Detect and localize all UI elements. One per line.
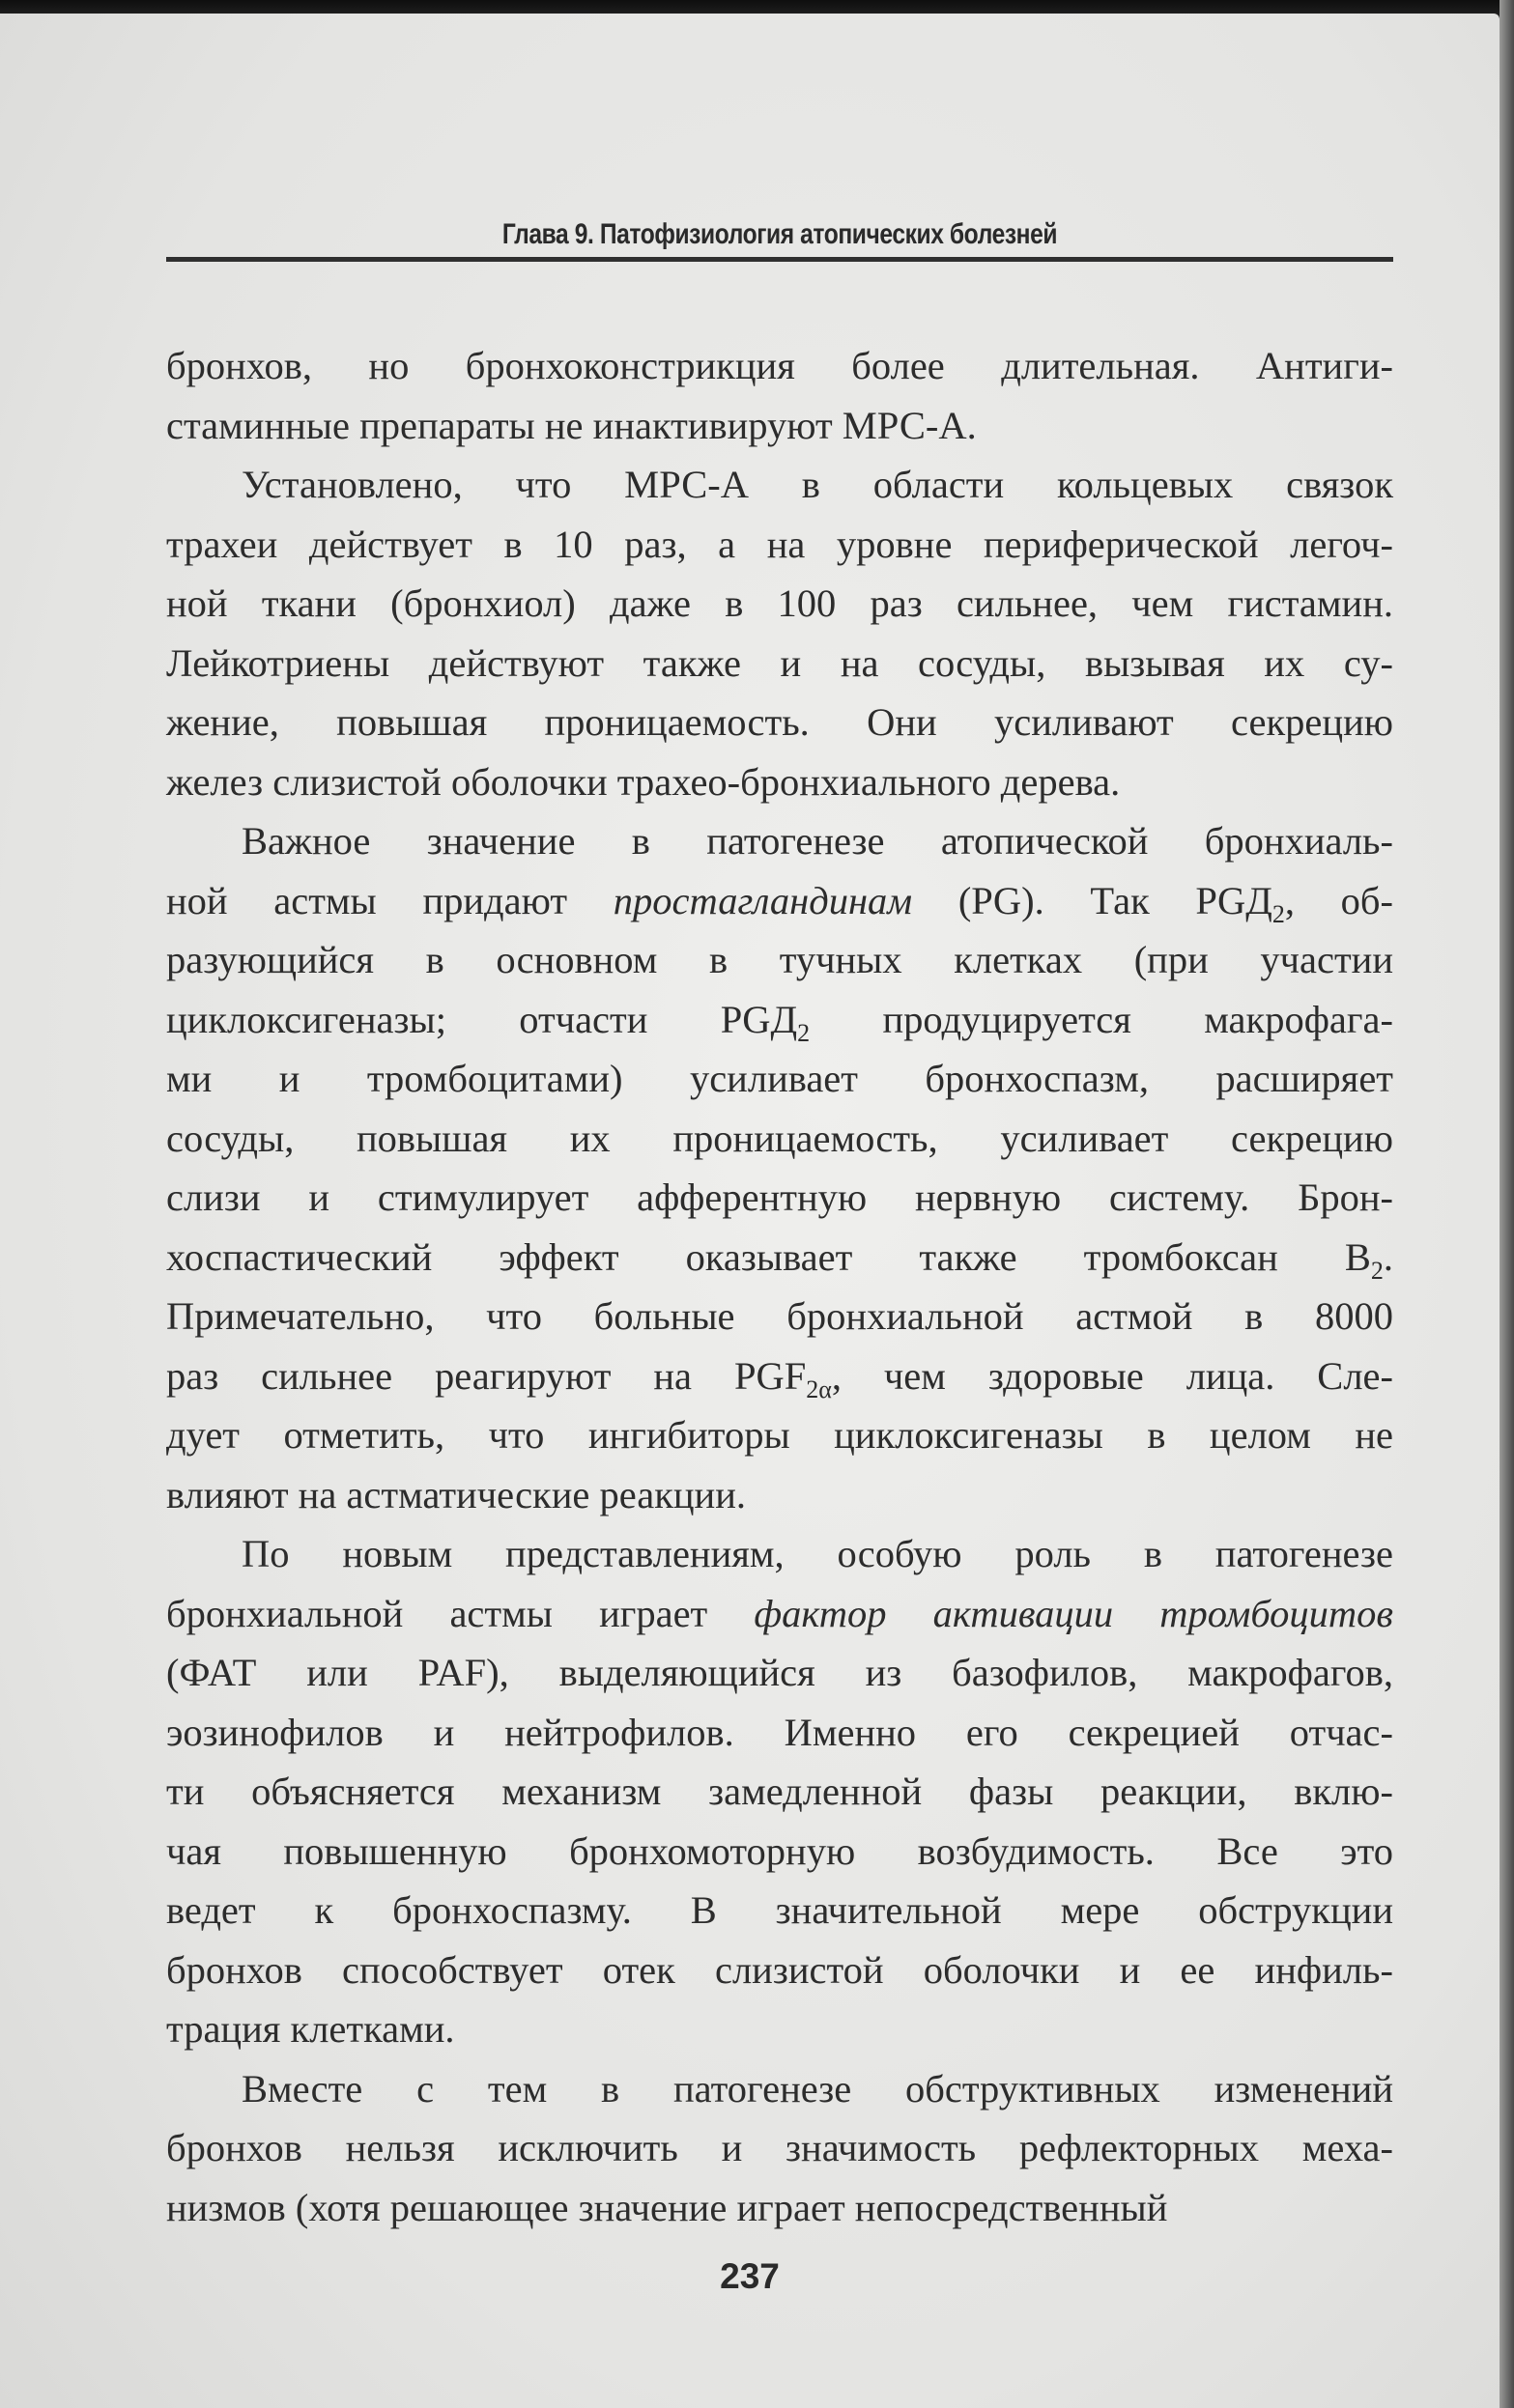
text-fragment: раз сильнее реагируют на PGF <box>166 1353 807 1398</box>
text-line: дует отметить, что ингибиторы циклоксигеназы в целом не <box>166 1413 1393 1457</box>
paragraph <box>166 811 1393 1524</box>
text-line: желез слизистой оболочки трахео-бронхиального дерева. <box>166 759 1121 804</box>
text-line: эозинофилов и нейтрофилов. Именно его секрецией отчас- <box>166 1710 1393 1754</box>
text-line: бронхов способствует отек слизистой оболочки и ее инфиль- <box>166 1947 1393 1992</box>
text-line: низмов (хотя решающее значение играет непосредственный <box>166 2185 1168 2229</box>
text-line <box>166 990 1393 1050</box>
text-line: трахеи действует в 10 раз, а на уровне периферической легоч- <box>166 522 1393 566</box>
body-text <box>166 336 1393 2237</box>
paragraph <box>166 455 1393 811</box>
running-header <box>166 214 1393 259</box>
text-line <box>166 1346 1393 1406</box>
text-line: Вместе с тем в патогенезе обструктивных изменений <box>242 2066 1393 2111</box>
text-line: бронхов нельзя исключить и значимость рефлекторных меха- <box>166 2126 1393 2169</box>
text-fragment: продуцируется макрофага- <box>810 997 1393 1041</box>
text-line: Лейкотриены действуют также и на сосуды, вызывая их су- <box>166 640 1393 685</box>
paragraph <box>166 2059 1393 2238</box>
subscript: 2 <box>1370 1256 1384 1285</box>
text-line: разующийся в основном в тучных клетках (при участии <box>166 938 1393 981</box>
subscript: 2 <box>1271 899 1285 928</box>
text-fragment: (PG). Так PGД <box>912 878 1272 922</box>
text-fragment: ной астмы придают <box>166 878 614 922</box>
text-fragment: бронхиальной астмы играет <box>166 1591 755 1635</box>
subscript: 2α <box>806 1374 832 1403</box>
text-fragment: , об- <box>1284 878 1393 922</box>
text-line: ми и тромбоцитами) усиливает бронхоспазм, расширяет <box>166 1057 1393 1100</box>
text-line: По новым представлениям, особую роль в патогенезе <box>242 1532 1393 1575</box>
text-fragment: хоспастический эффект оказывает также тромбоксан В <box>166 1234 1371 1279</box>
text-line: (ФАТ или PAF), выделяющийся из базофилов, макрофагов, <box>166 1651 1393 1694</box>
text-line: сосуды, повышая их проницаемость, усиливает секрецию <box>166 1116 1393 1160</box>
text-line: ной ткани (бронхиол) даже в 100 раз сильнее, чем гистамин. <box>166 581 1393 625</box>
text-line: чая повышенную бронхомоторную возбудимость. Все это <box>166 1828 1393 1873</box>
paragraph <box>166 336 1393 455</box>
text-line: бронхов, но бронхоконстрикция более длительная. Антиги- <box>166 344 1393 387</box>
text-line <box>166 1584 1393 1644</box>
text-line: Установлено, что МРС-А в области кольцевых связок <box>242 463 1393 506</box>
emphasis-term: фактор активации тромбоцитов <box>754 1591 1393 1635</box>
text-line: Примечательно, что больные бронхиальной астмой в 8000 <box>166 1294 1393 1338</box>
subscript: 2 <box>797 1018 811 1047</box>
paragraph <box>166 1524 1393 2059</box>
page-number: 237 <box>720 2256 780 2296</box>
text-line: слизи и стимулирует афферентную нервную систему. Брон- <box>166 1176 1393 1219</box>
text-line: ведет к бронхоспазму. В значительной мере обструкции <box>166 1888 1393 1932</box>
book-page <box>0 14 1500 2408</box>
page-edge-shadow <box>1500 0 1514 2408</box>
header-rule <box>166 257 1393 262</box>
text-line: Важное значение в патогенезе атопической бронхиаль- <box>242 819 1393 863</box>
text-line: влияют на астматические реакции. <box>166 1472 747 1516</box>
text-fragment: , чем здоровые лица. Сле- <box>831 1353 1393 1398</box>
text-line <box>166 871 1393 931</box>
text-line: стаминные препараты не инактивируют МРС-А. <box>166 403 977 447</box>
text-line: ти объясняется механизм замедленной фазы реакции, вклю- <box>166 1770 1393 1813</box>
text-line: жение, повышая проницаемость. Они усиливают секрецию <box>166 700 1393 744</box>
text-line <box>166 1228 1393 1288</box>
text-line: трация клетками. <box>166 2007 455 2051</box>
text-fragment: циклоксигеназы; отчасти PGД <box>166 997 798 1041</box>
text-fragment: . <box>1383 1234 1393 1279</box>
emphasis-term: простагландинам <box>613 878 913 922</box>
running-title: Глава 9. Патофизиология атопических болезней <box>501 218 1058 250</box>
